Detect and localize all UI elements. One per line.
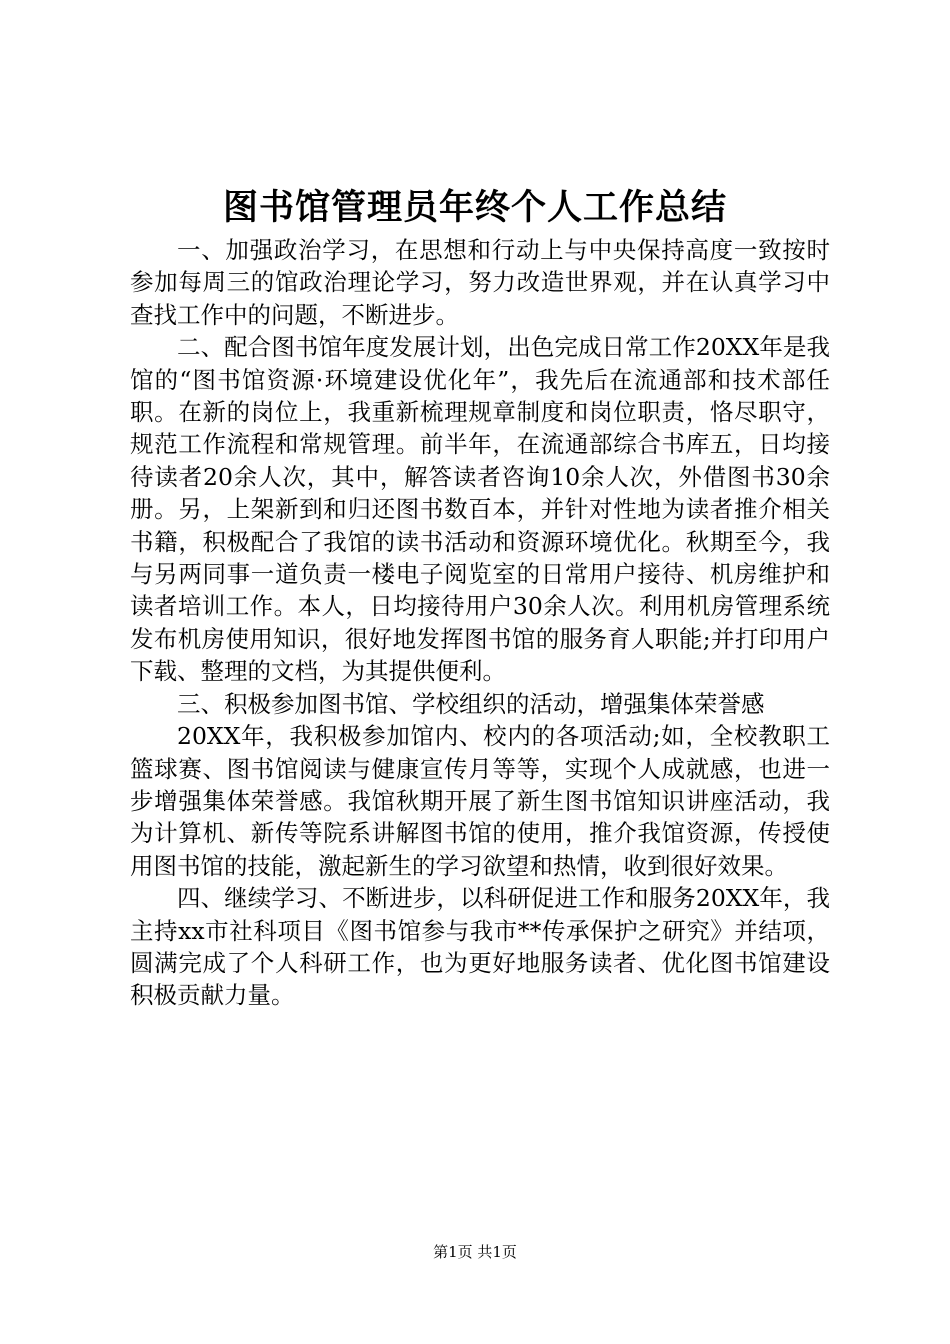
document-body: [130, 234, 830, 1012]
paragraph-1: 一、加强政治学习，在思想和行动上与中央保持高度一致按时参加每周三的馆政治理论学习，努力改造世界观，并在认真学习中查找工作中的问题，不断进步。: [130, 236, 830, 329]
paragraph-2: 二、配合图书馆年度发展计划，出色完成日常工作20XX年是我馆的“图书馆资源·环境建设优化年”，我先后在流通部和技术部任职。在新的岗位上，我重新梳理规章制度和岗位职责，恪尽职守，规范工作流程和常规管理。前半年，在流通部综合书库五，日均接待读者20余人次，其中，解答读者咨询10余人次，外借图书30余册。另，上架新到和归还图书数百本，并针对性地为读者推介相关书籍，积极配合了我馆的读书活动和资源环境优化。秋期至今，我与另两同事一道负责一楼电子阅览室的日常用户接待、机房维护和读者培训工作。本人，日均接待用户30余人次。利用机房管理系统发布机房使用知识，很好地发挥图书馆的服务育人职能;并打印用户下载、整理的文档，为其提供便利。: [130, 333, 830, 686]
page-footer: 第1页 共1页: [433, 1243, 517, 1261]
document-title: 图书馆管理员年终个人工作总结: [222, 187, 727, 228]
paragraph-5: 四、继续学习、不断进步，以科研促进工作和服务20XX年，我主持xx市社科项目《图书馆参与我市**传承保护之研究》并结项，圆满完成了个人科研工作，也为更好地服务读者、优化图书馆建设积极贡献力量。: [130, 884, 830, 1010]
paragraph-3: 三、积极参加图书馆、学校组织的活动，增强集体荣誉感: [177, 689, 765, 718]
paragraph-4: 20XX年，我积极参加馆内、校内的各项活动;如，全校教职工篮球赛、图书馆阅读与健康宣传月等等，实现个人成就感，也进一步增强集体荣誉感。我馆秋期开展了新生图书馆知识讲座活动，我为计算机、新传等院系讲解图书馆的使用，推介我馆资源，传授使用图书馆的技能，激起新生的学习欲望和热情，收到很好效果。: [130, 722, 830, 880]
